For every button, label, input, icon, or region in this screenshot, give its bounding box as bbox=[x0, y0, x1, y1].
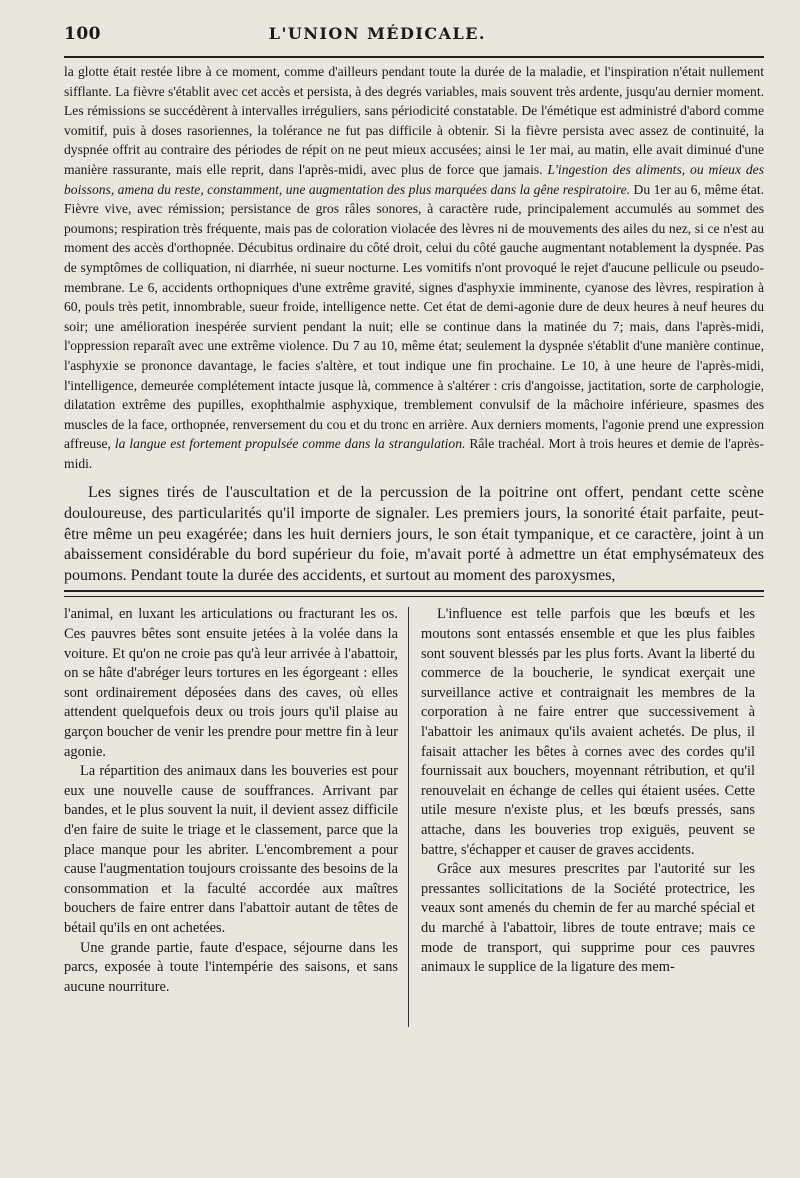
page-header bbox=[64, 24, 764, 56]
right-paragraph-1: L'influence est telle parfois que les bœufs et les moutons sont entassés ensemble et que les plus faibles sont souvent blessés par les plus forts. Avant la liberté du commerce de la boucherie, le syndicat exerçait une surveillance active et contraignait les membres de la corporation à ne faire entrer que successivement à l'abattoir les animaux qu'ils avaient achetés. De plus, il faisait attacher les bêtes à cornes avec des cordes qu'il fournissait aux bouchers, moyennant rétribution, et qu'il renouvelait en échange de celles qui étaient usées. Cette utile mesure n'existe plus, et les bœufs pressés, sans attache, dans les bouveries trop exiguës, peuvent se battre, s'échapper et causer de graves accidents. bbox=[421, 606, 755, 858]
right-paragraph-2: Grâce aux mesures prescrites par l'autorité sur les pressantes sollicitations de la Société protectrice, les veaux sont amenés du chemin de fer au marché spécial et du marché à l'abattoir, libres de toute entrave; mais ce mode de transport, qui supprime pour ces pauvres animaux le supplice de la ligature des mem- bbox=[421, 861, 755, 976]
case-report-paragraph bbox=[64, 62, 764, 473]
italic-text-segment: la langue est fortement propulsée comme dans la strangulation. bbox=[114, 436, 466, 452]
right-column bbox=[409, 605, 755, 1027]
text-segment: la glotte était restée libre à ce moment, comme d'ailleurs pendant toute la durée de la maladie, et l'inspiration n'était nullement sifflante. La fièvre s'établit avec cet accès et persista, à des degrés variables, mais souvent très ardente, jusqu'au dernier moment. Les rémissions se succédèrent à intervalles irréguliers, sans périodicité constatable. De l'émétique est administré d'abord comme vomitif, puis à doses rasoriennes, la tolérance ne fut pas difficile à obtenir. Si la fièvre persista avec assez de continuité, la dyspnée offrit au contraire des périodes de répit on ne peut mieux accusées; ainsi le 1er mai, au matin, elle avait diminué d'une manière rassurante, mais elle reprit, dans l'après-midi, avec plus de force que jamais. bbox=[64, 64, 764, 177]
left-paragraph-3: Une grande partie, faute d'espace, séjourne dans les parcs, exposée à toute l'intempérie des saisons, et sans aucune nourriture. bbox=[64, 939, 398, 995]
left-paragraph-2: La répartition des animaux dans les bouveries est pour eux une nouvelle cause de souffrances. Arrivant par bandes, et le plus souvent la nuit, il devient assez difficile d'en faire de suite le triage et le classement, parce que la place manque pour les abriter. L'encombrement a pour cause l'augmentation toujours croissante des besoins de la consommation et la faculté accordée aux maîtres bouchers de faire entrer dans l'abattoir autant de têtes de bétail qu'ils en ont achetées. bbox=[64, 763, 398, 936]
section-divider bbox=[64, 590, 764, 597]
text-segment: Râle trachéal. Mort à trois heures et demie de l'après-midi. bbox=[64, 436, 764, 471]
auscultation-paragraph: Les signes tirés de l'auscultation et de la percussion de la poitrine ont offert, pendant cette scène douloureuse, des particularités qu'il importe de signaler. Les premiers jours, la sonorité était parfaite, peut-être même un peu exagérée; dans les huit derniers jours, le son était tympanique, et ce caractère, joint à un abaissement considérable du bord supérieur du foie, m'avait porté à admettre un état emphysémateux des poumons. Pendant toute la durée des accidents, et surtout au moment des paroxysmes, bbox=[64, 484, 764, 584]
running-title: L'UNION MÉDICALE. bbox=[268, 24, 486, 43]
header-rule bbox=[64, 56, 764, 58]
italic-text-segment: L'ingestion des aliments, ou mieux des boissons, amena du reste, constamment, une augmentation des plus marquées dans la gêne respiratoire. bbox=[64, 161, 764, 197]
left-column bbox=[64, 605, 408, 1027]
two-column-feuilleton bbox=[64, 605, 764, 1027]
text-segment: Du 1er au 6, même état. Fièvre vive, avec rémission; persistance de gros râles sonores, à caractère rude, principalement accumulés au sommet des poumons; respiration très fréquente, mais pas de coloration violacée des lèvres ni de mouvements des ailes du nez, si ce n'est au moment des accès d'orthopnée. Décubitus ordinaire du côté droit, celui du côté gauche augmentant notablement la dyspnée. Pas de symptômes de colliquation, ni diarrhée, ni sueur nocturne. Les vomitifs n'ont provoqué le rejet d'aucune pellicule ou pseudo-membrane. Le 6, accidents orthopniques d'une extrême gravité, signes d'asphyxie imminente, cyanose des lèvres, respiration à 60, pouls très petit, innombrable, sueur froide, intelligence nette. Cet état de demi-agonie dure de deux heures à neuf heures du soir; une amélioration inespérée survient pendant la nuit; elle se continue dans la matinée du 7; mais, dans l'après-midi, l'oppression reparaît avec une extrême violence. Du 7 au 10, même état; seulement la dyspnée s'établit d'une manière continue, l'asphyxie se prononce davantage, le facies s'altère, et tout indique une fin prochaine. Le 10, à une heure de l'après-midi, l'intelligence, demeurée complétement intacte jusque là, commence à s'altérer : cris d'angoisse, jactitation, sorte de carphologie, dilatation extrême des pupilles, exophthalmie asphyxique, tremblement convulsif de la mâchoire inférieure, spasmes des muscles de la face, orthopnée, renversement du cou et du tronc en arrière. Aux derniers moments, l'agonie prend une expression affreuse, bbox=[64, 181, 765, 452]
left-paragraph-1: l'animal, en luxant les articulations ou fracturant les os. Ces pauvres bêtes sont ensuite jetées à la volée dans la voiture. Et qu'on ne croie pas qu'à leur arrivée à l'abattoir, on se hâte d'abréger leurs tortures en les égorgeant : elles sont ordinairement déposées dans des caves, où elles attendent quelquefois deux ou trois jours qu'il plaise au garçon boucher de venir les prendre pour mettre fin à leur agonie. bbox=[64, 606, 398, 760]
page-number: 100 bbox=[64, 24, 101, 44]
